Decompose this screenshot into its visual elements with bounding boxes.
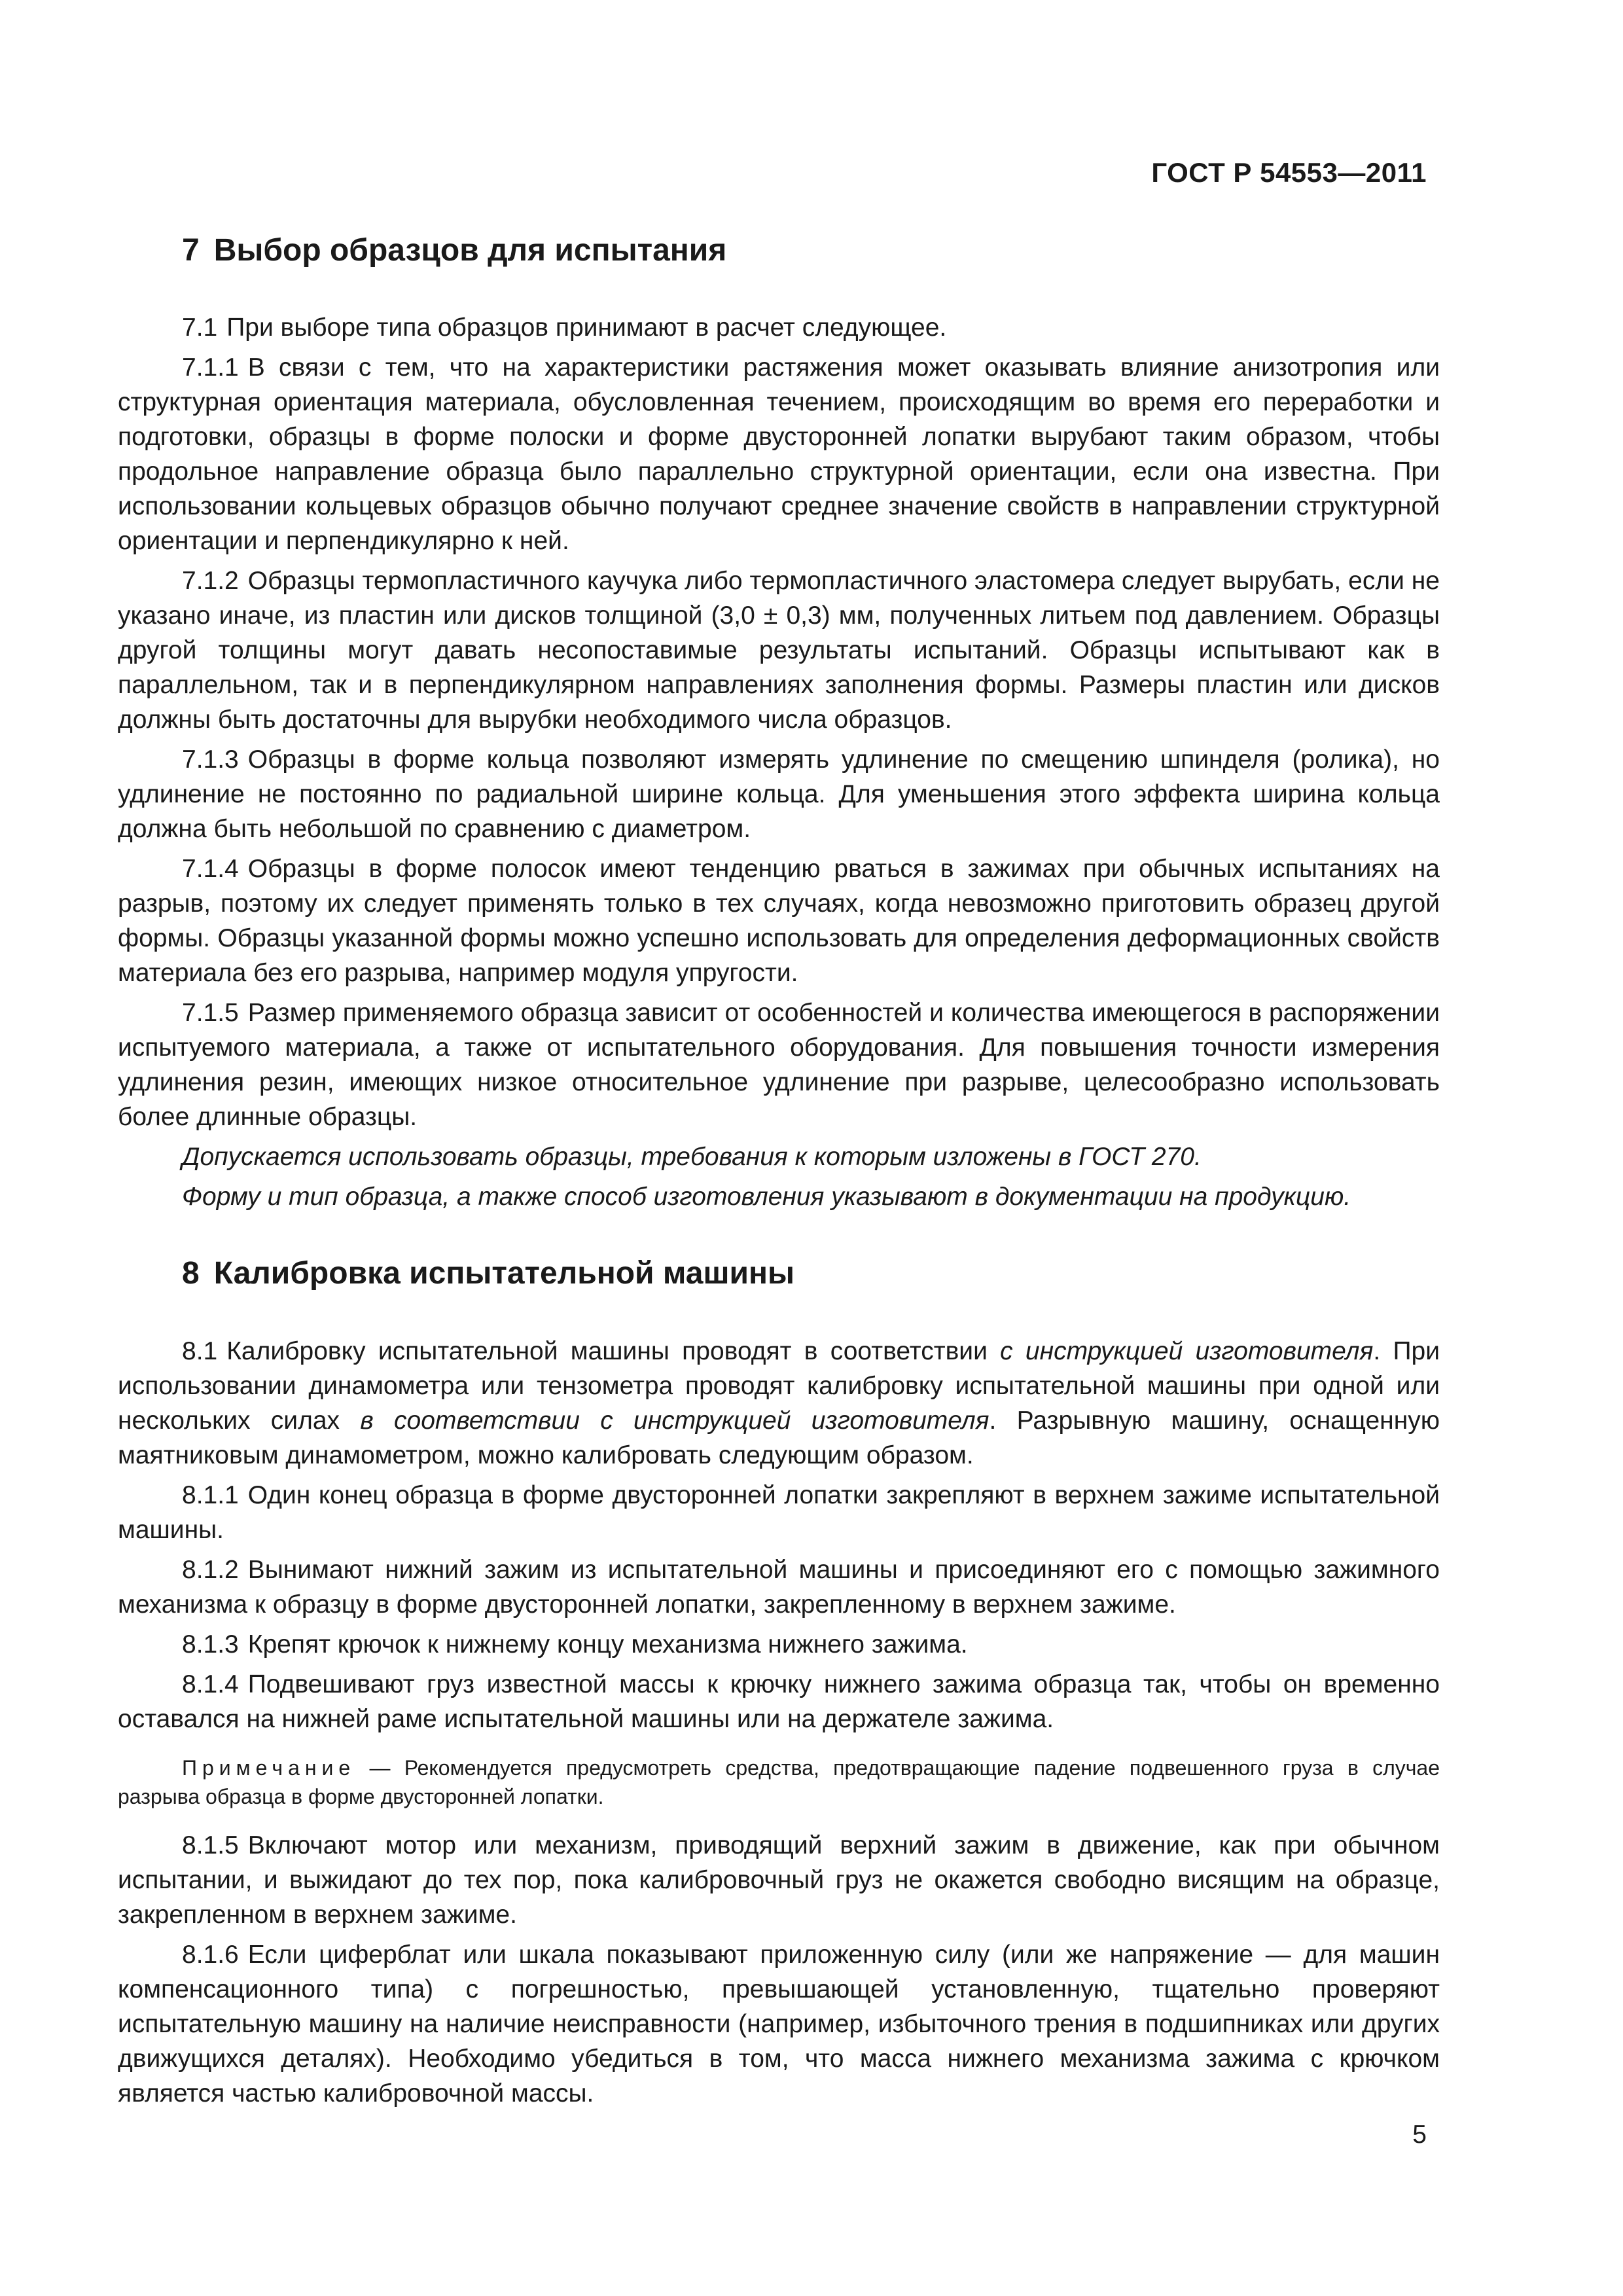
clause-number: 7.1.3	[182, 745, 239, 774]
clause-number: 8.1.5	[182, 1831, 239, 1860]
paragraph-8-1-1	[118, 1478, 1440, 1547]
document-standard-id: ГОСТ Р 54553—2011	[1151, 157, 1427, 188]
clause-text: . Разрывную машину, оснащенную маятниковым динамометром, можно калибровать следующим образом.	[118, 1407, 1440, 1470]
section-7-heading	[118, 232, 1440, 270]
clause-number: 8.1.6	[182, 1941, 239, 1969]
clause-number: 8.1.1	[182, 1481, 239, 1510]
clause-number: 7.1.5	[182, 998, 239, 1027]
clause-number: 7.1	[182, 313, 218, 342]
paragraph-7-1	[118, 310, 1440, 345]
paragraph-7-1-3	[118, 742, 1440, 846]
clause-text: Включают мотор или механизм, приводящий верхний зажим в движение, как при обычном испытании, и выжидают до тех пор, пока калибровочный груз не окажется свободно висящим на образце, закрепленном в верхнем зажиме.	[118, 1831, 1440, 1929]
note-paragraph	[118, 1753, 1440, 1811]
section-7-title: Выбор образцов для испытания	[213, 233, 727, 268]
clause-text: Образцы в форме полосок имеют тенденцию рваться в зажимах при обычных испытаниях на разрыв, поэтому их следует применять только в тех случаях, когда невозможно приготовить образец другой формы. Образцы указанной формы можно успешно использовать для определения деформационных свойств материала без его разрыва, например модуля упругости.	[118, 854, 1440, 987]
clause-text: При выборе типа образцов принимают в расчет следующее.	[226, 313, 947, 342]
paragraph-8-1-6	[118, 1937, 1440, 2111]
clause-text: Размер применяемого образца зависит от особенностей и количества имеющегося в распоряжении испытуемого материала, а также от испытательного оборудования. Для повышения точности измерения удлинения резин, имеющих низкое относительное удлинение при разрыве, целесообразно использовать более длинные образцы.	[118, 998, 1440, 1131]
clause-text: Калибровку испытательной машины проводят в соответствии	[226, 1337, 988, 1366]
paragraph-8-1-4	[118, 1667, 1440, 1736]
page-number: 5	[1412, 2121, 1427, 2149]
section-8-number: 8	[182, 1255, 200, 1291]
clause-number: 8.1.3	[182, 1630, 239, 1659]
clause-text: . При использовании динамометра или тензометра проводят калибровку испытательной машины при одной или нескольких силах	[118, 1337, 1440, 1435]
clause-text: Образцы термопластичного каучука либо термопластичного эластомера следует вырубать, если не указано иначе, из пластин или дисков толщиной (3,0 ± 0,3) мм, полученных литьем под давлением. Образцы другой толщины могут давать несопоставимые результаты испытаний. Образцы испытывают как в параллельном, так и в перпендикулярном направлениях заполнения формы. Размеры пластин или дисков должны быть достаточны для вырубки необходимого числа образцов.	[118, 566, 1440, 734]
paragraph-7-1-5	[118, 996, 1440, 1134]
paragraph-7-1-4	[118, 852, 1440, 990]
clause-number: 8.1.2	[182, 1556, 239, 1585]
italic-note-gost-270: Допускается использовать образцы, требования к которым изложены в ГОСТ 270.	[182, 1142, 1202, 1171]
clause-text: Образцы в форме кольца позволяют измерять удлинение по смещению шпинделя (ролика), но удлинение не постоянно по радиальной ширине кольца. Для уменьшения этого эффекта ширина кольца должна быть небольшой по сравнению с диаметром.	[118, 745, 1440, 843]
section-8-heading	[118, 1255, 1440, 1293]
paragraph-8-1-2	[118, 1552, 1440, 1622]
italic-note-documentation: Форму и тип образца, а также способ изготовления указывают в документации на продукцию.	[182, 1182, 1351, 1211]
clause-text: Подвешивают груз известной массы к крючку нижнего зажима образца так, чтобы он временно оставался на нижней раме испытательной машины или на держателе зажима.	[118, 1670, 1440, 1734]
paragraph-7-1-2	[118, 564, 1440, 737]
clause-number: 8.1.4	[182, 1670, 239, 1699]
clause-text: Если циферблат или шкала показывают приложенную силу (или же напряжение — для машин компенсационного типа) с погрешностью, превышающей установленную, тщательно проверяют испытательную машину на наличие неисправности (например, избыточного трения в подшипниках или других движущихся деталях). Необходимо убедиться в том, что масса нижнего механизма зажима с крючком является частью калибровочной массы.	[118, 1941, 1440, 2108]
clause-number: 7.1.1	[182, 353, 239, 382]
paragraph-8-1-3	[118, 1627, 1440, 1662]
paragraph-8-1-5	[118, 1828, 1440, 1932]
clause-emphasis: с инструкцией изготовителя	[1000, 1337, 1374, 1366]
note-text: — Рекомендуется предусмотреть средства, предотвращающие падение подвешенного груза в случае разрыва образца в форме двусторонней лопатки.	[118, 1756, 1440, 1809]
clause-text: Вынимают нижний зажим из испытательной машины и присоединяют его с помощью зажимного механизма к образцу в форме двусторонней лопатки, закрепленному в верхнем зажиме.	[118, 1556, 1440, 1619]
paragraph-8-1	[118, 1334, 1440, 1473]
clause-text: Один конец образца в форме двусторонней лопатки закрепляют в верхнем зажиме испытательной машины.	[118, 1481, 1440, 1545]
paragraph-7-1-1	[118, 350, 1440, 558]
document-body	[118, 216, 1440, 2116]
section-8-title: Калибровка испытательной машины	[213, 1255, 794, 1291]
clause-text: В связи с тем, что на характеристики растяжения может оказывать влияние анизотропия или структурная ориентация материала, обусловленная течением, происходящим во время его переработки и подготовки, образцы в форме полоски и форме двусторонней лопатки вырубают таким образом, чтобы продольное направление образца было параллельно структурной ориентации, если она известна. При использовании кольцевых образцов обычно получают среднее значение свойств в направлении структурной ориентации и перпендикулярно к ней.	[118, 353, 1440, 555]
clause-emphasis: в соответствии с инструкцией изготовителя	[360, 1407, 990, 1435]
clause-number: 7.1.2	[182, 566, 239, 595]
clause-number: 7.1.4	[182, 854, 239, 883]
clause-number: 8.1	[182, 1337, 218, 1366]
section-7-number: 7	[182, 233, 200, 268]
note-label: Примечание	[182, 1756, 356, 1780]
clause-text: Крепят крючок к нижнему концу механизма нижнего зажима.	[247, 1630, 968, 1659]
